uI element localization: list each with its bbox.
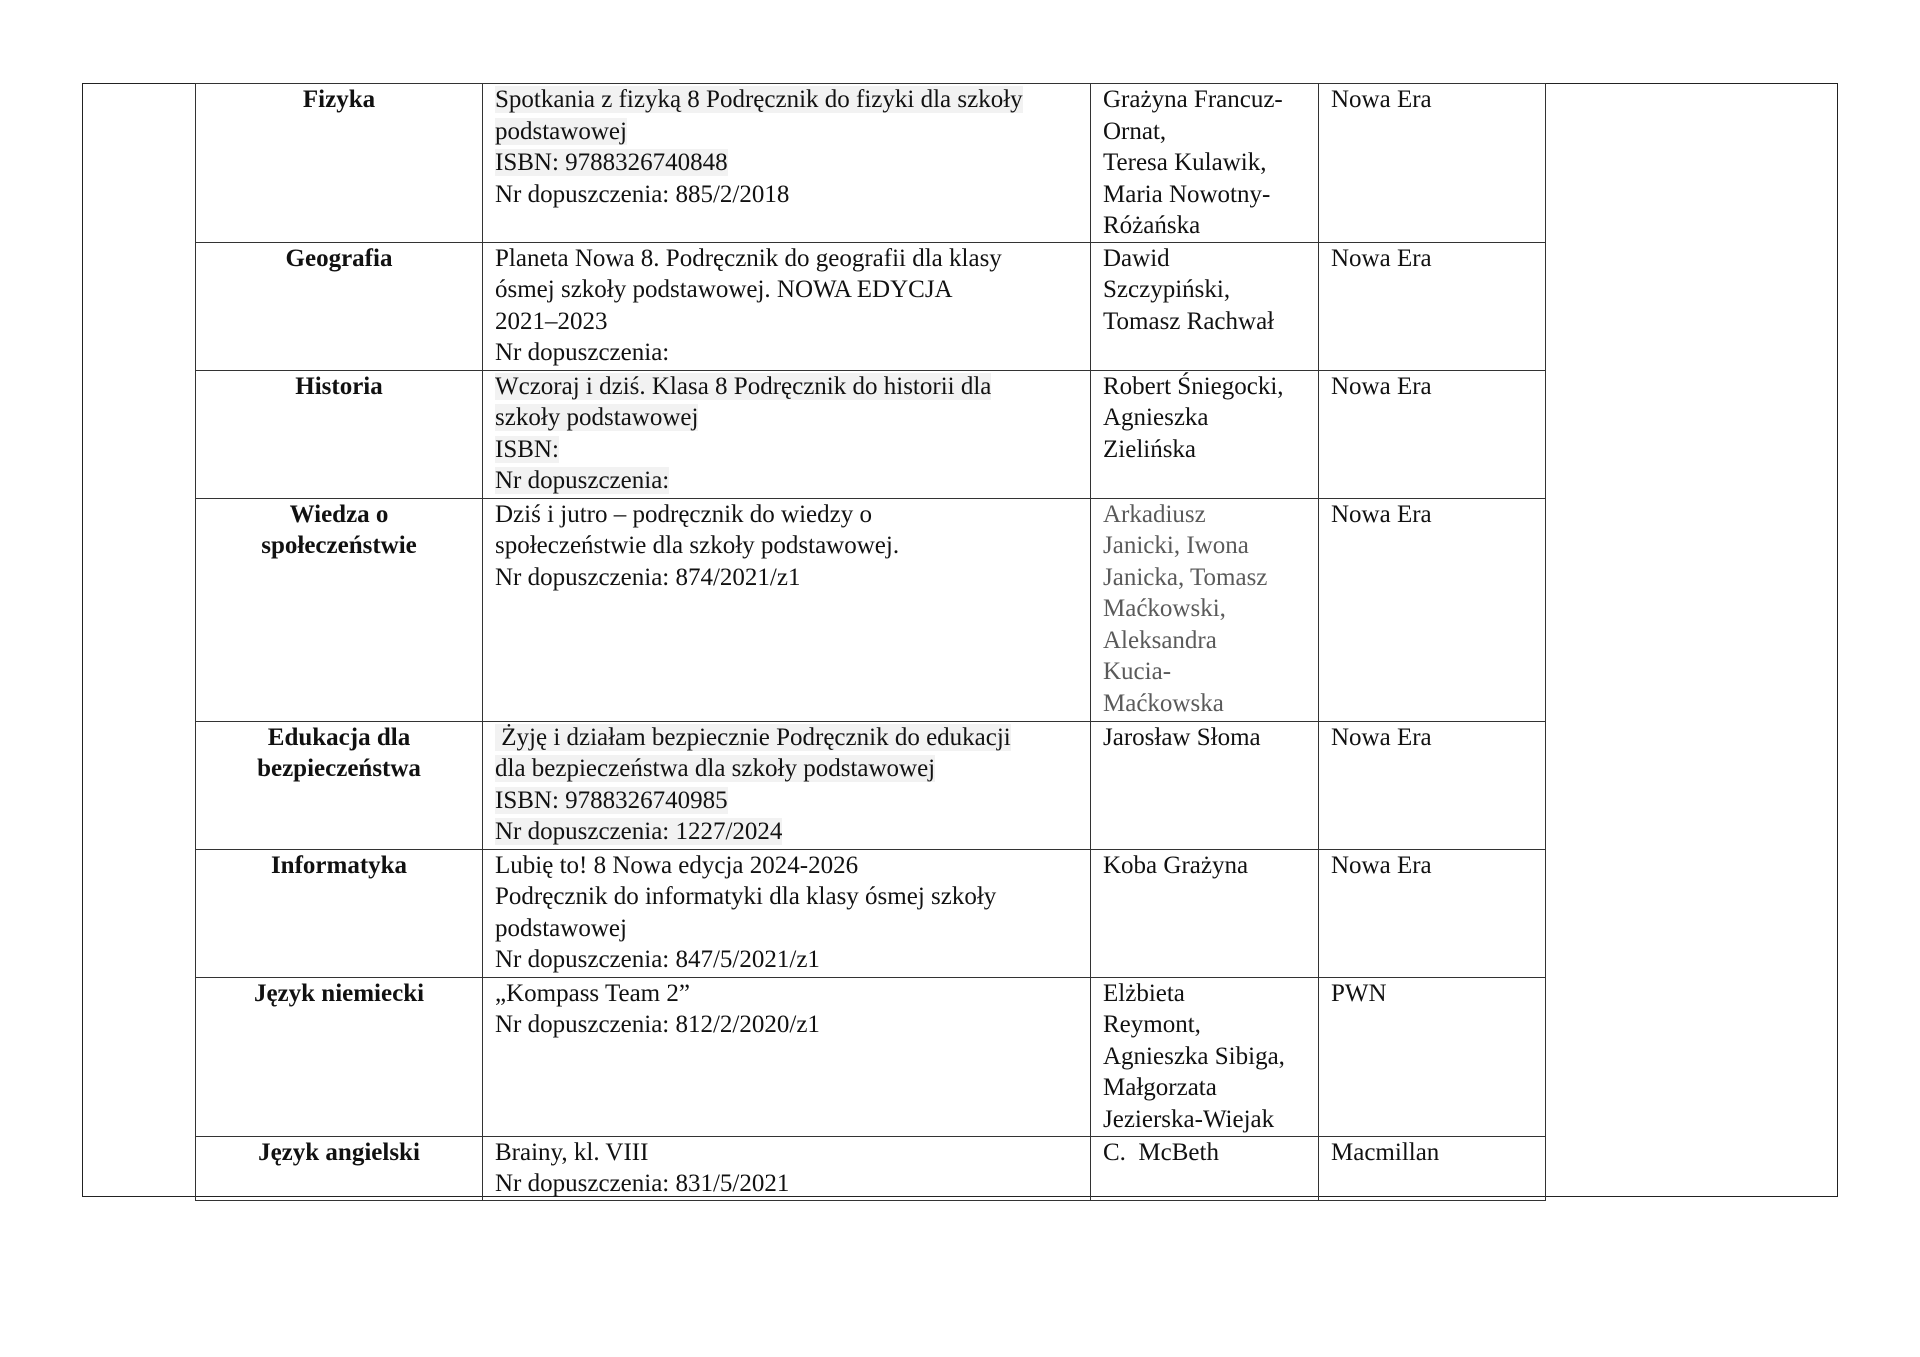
publisher-name: Nowa Era: [1331, 851, 1432, 879]
textbook-title-line: [495, 84, 1078, 116]
textbook-title-cell: [483, 370, 1091, 498]
table-row: [196, 721, 1546, 849]
textbook-title-cell: [483, 242, 1091, 370]
author-line: Szczypiński,: [1103, 276, 1231, 303]
textbook-title-text: szkoły podstawowej: [495, 404, 699, 431]
author-line: Maćkowska: [1103, 689, 1224, 717]
textbook-title-text: Nr dopuszczenia:: [495, 467, 670, 494]
textbook-title-line: [495, 337, 1078, 369]
subject-name: Język angielski: [258, 1138, 420, 1166]
publisher-cell: [1319, 1136, 1546, 1200]
authors-cell: [1091, 721, 1319, 849]
textbook-title-text: „Kompass Team 2”: [495, 979, 690, 1007]
textbook-title-line: [495, 434, 1078, 466]
publisher-name: Nowa Era: [1331, 244, 1432, 272]
author-line: Małgorzata: [1103, 1074, 1217, 1101]
publisher-name: PWN: [1331, 979, 1387, 1007]
textbook-title-line: [495, 147, 1078, 179]
textbook-title-line: [495, 274, 1078, 306]
textbook-title-line: [495, 1168, 1078, 1200]
textbook-title-line: [495, 179, 1078, 211]
textbook-title-line: [495, 465, 1078, 497]
textbook-title-line: [495, 499, 1078, 531]
textbook-title-text: 2021–2023: [495, 307, 608, 335]
subject-name: Język niemiecki: [253, 979, 425, 1007]
textbook-title-line: [495, 402, 1078, 434]
textbook-title-text: Lubię to! 8 Nowa edycja 2024-2026: [495, 851, 859, 879]
textbook-title-text: ósmej szkoły podstawowej. NOWA EDYCJA: [495, 276, 953, 303]
textbook-title-line: [495, 881, 1078, 913]
textbook-title-line: [495, 530, 1078, 562]
textbook-title-text: Dziś i jutro – podręcznik do wiedzy o: [495, 500, 872, 528]
subject-name: Informatyka: [270, 851, 408, 879]
textbook-title-text: podstawowej: [495, 914, 627, 942]
authors-cell: [1091, 84, 1319, 243]
author-line: Teresa Kulawik,: [1103, 149, 1267, 176]
textbook-title-line: [495, 978, 1078, 1010]
authors-cell: [1091, 977, 1319, 1136]
textbook-title-line: [495, 816, 1078, 848]
author-line: Aleksandra: [1103, 626, 1217, 654]
textbook-title-line: [495, 785, 1078, 817]
textbook-title-cell: [483, 1136, 1091, 1200]
textbook-title-line: [495, 722, 1078, 754]
subject-name: Geografia: [285, 244, 393, 272]
subject-cell: [196, 977, 483, 1136]
publisher-cell: [1319, 849, 1546, 977]
publisher-cell: [1319, 84, 1546, 243]
authors-cell: [1091, 849, 1319, 977]
publisher-cell: [1319, 370, 1546, 498]
textbook-title-line: [495, 371, 1078, 403]
subject-name: Wiedza o: [289, 500, 389, 528]
publisher-cell: [1319, 977, 1546, 1136]
author-line: Maria Nowotny-: [1103, 180, 1271, 208]
author-line: Kucia-: [1103, 658, 1172, 685]
author-line: Dawid: [1103, 244, 1170, 272]
table-row: [196, 84, 1546, 243]
subject-name: społeczeństwie: [261, 532, 417, 559]
authors-cell: [1091, 370, 1319, 498]
textbook-title-text: Planeta Nowa 8. Podręcznik do geografii dla klasy: [495, 244, 1002, 272]
table-row: [196, 242, 1546, 370]
authors-cell: [1091, 1136, 1319, 1200]
textbook-title-text: Nr dopuszczenia: 1227/2024: [495, 818, 783, 845]
author-line: Maćkowski,: [1103, 595, 1226, 622]
author-line: Koba Grażyna: [1103, 851, 1249, 879]
textbook-table: [195, 83, 1546, 1201]
textbook-title-line: [495, 1137, 1078, 1169]
subject-cell: [196, 84, 483, 243]
textbook-title-text: ISBN: 9788326740848: [495, 149, 728, 176]
author-line: Janicka, Tomasz: [1103, 563, 1268, 591]
publisher-cell: [1319, 721, 1546, 849]
author-line: Ornat,: [1103, 117, 1167, 145]
subject-name: Historia: [295, 372, 383, 400]
publisher-name: Nowa Era: [1331, 372, 1432, 400]
textbook-title-line: [495, 243, 1078, 275]
author-line: Różańska: [1103, 212, 1201, 239]
subject-cell: [196, 498, 483, 721]
textbook-title-text: Żyję i działam bezpiecznie Podręcznik do edukacji: [495, 723, 1011, 751]
author-line: Janicki, Iwona: [1103, 532, 1249, 559]
table-row: [196, 1136, 1546, 1200]
author-line: Tomasz Rachwał: [1103, 307, 1275, 335]
author-line: Arkadiusz: [1103, 500, 1206, 528]
authors-cell: [1091, 242, 1319, 370]
author-line: Grażyna Francuz-: [1103, 86, 1283, 113]
table-row: [196, 370, 1546, 498]
textbook-title-text: ISBN: 9788326740985: [495, 786, 728, 814]
author-line: Jezierska-Wiejak: [1103, 1105, 1275, 1133]
textbook-title-cell: [483, 498, 1091, 721]
textbook-title-text: Nr dopuszczenia: 812/2/2020/z1: [495, 1011, 820, 1038]
author-line: Agnieszka Sibiga,: [1103, 1042, 1285, 1070]
publisher-name: Nowa Era: [1331, 723, 1432, 751]
subject-cell: [196, 721, 483, 849]
textbook-title-text: Brainy, kl. VIII: [495, 1138, 649, 1166]
publisher-cell: [1319, 498, 1546, 721]
subject-cell: [196, 849, 483, 977]
textbook-title-line: [495, 944, 1078, 976]
textbook-title-cell: [483, 84, 1091, 243]
subject-cell: [196, 1136, 483, 1200]
textbook-title-cell: [483, 977, 1091, 1136]
subject-cell: [196, 370, 483, 498]
textbook-title-text: Podręcznik do informatyki dla klasy ósmej szkoły: [495, 883, 997, 910]
textbook-title-text: Nr dopuszczenia: 831/5/2021: [495, 1170, 790, 1197]
author-line: C. McBeth: [1103, 1138, 1219, 1166]
publisher-name: Macmillan: [1331, 1138, 1440, 1166]
textbook-title-text: Wczoraj i dziś. Klasa 8 Podręcznik do historii dla: [495, 372, 992, 400]
textbook-title-text: Nr dopuszczenia: 847/5/2021/z1: [495, 946, 820, 973]
textbook-title-line: [495, 850, 1078, 882]
subject-name: bezpieczeństwa: [257, 755, 421, 782]
textbook-title-line: [495, 753, 1078, 785]
publisher-cell: [1319, 242, 1546, 370]
author-line: Elżbieta: [1103, 979, 1185, 1007]
author-line: Zielińska: [1103, 435, 1197, 463]
textbook-title-text: Nr dopuszczenia: 885/2/2018: [495, 180, 790, 208]
author-line: Agnieszka: [1103, 404, 1209, 431]
textbook-title-text: dla bezpieczeństwa dla szkoły podstawowej: [495, 755, 936, 782]
author-line: Reymont,: [1103, 1011, 1201, 1038]
table-row: [196, 498, 1546, 721]
textbook-title-cell: [483, 849, 1091, 977]
publisher-name: Nowa Era: [1331, 86, 1432, 113]
author-line: Robert Śniegocki,: [1103, 372, 1284, 400]
textbook-title-cell: [483, 721, 1091, 849]
textbook-title-text: Spotkania z fizyką 8 Podręcznik do fizyki dla szkoły: [495, 86, 1023, 113]
textbook-title-line: [495, 306, 1078, 338]
textbook-title-line: [495, 913, 1078, 945]
textbook-title-text: ISBN:: [495, 435, 559, 463]
textbook-title-text: Nr dopuszczenia: 874/2021/z1: [495, 563, 801, 591]
publisher-name: Nowa Era: [1331, 500, 1432, 528]
textbook-title-text: społeczeństwie dla szkoły podstawowej.: [495, 532, 900, 559]
subject-cell: [196, 242, 483, 370]
authors-cell: [1091, 498, 1319, 721]
table-row: [196, 977, 1546, 1136]
subject-name: Fizyka: [302, 86, 376, 113]
textbook-title-line: [495, 1009, 1078, 1041]
subject-name: Edukacja dla: [267, 723, 411, 751]
textbook-title-line: [495, 562, 1078, 594]
author-line: Jarosław Słoma: [1103, 723, 1261, 751]
textbook-title-text: Nr dopuszczenia:: [495, 339, 670, 366]
textbook-title-text: podstawowej: [495, 117, 627, 145]
table-row: [196, 849, 1546, 977]
textbook-title-line: [495, 116, 1078, 148]
